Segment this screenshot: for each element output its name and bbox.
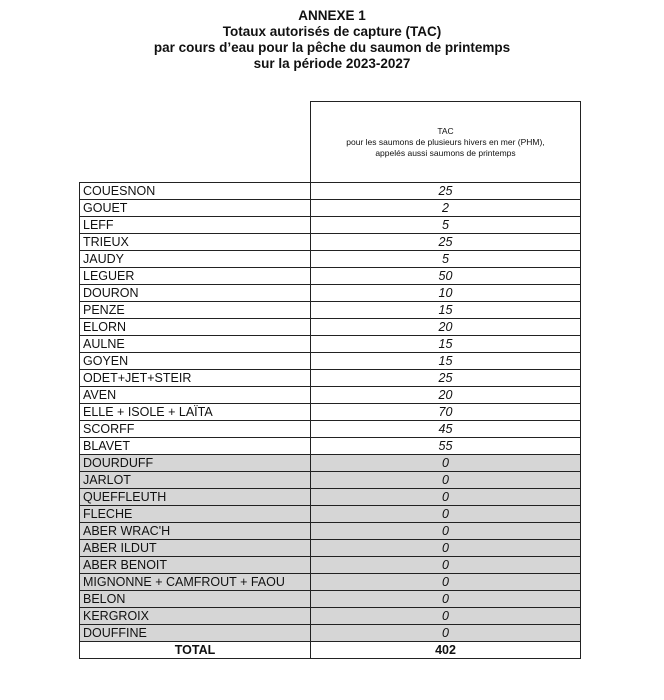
river-name-cell: GOYEN (80, 353, 311, 370)
river-name-cell: LEGUER (80, 268, 311, 285)
tac-value-cell: 0 (311, 574, 581, 591)
tac-value-cell: 0 (311, 557, 581, 574)
table-row (80, 472, 581, 489)
tac-value-cell: 0 (311, 608, 581, 625)
table-row (80, 455, 581, 472)
river-name-cell: AULNE (80, 336, 311, 353)
river-name-cell: ABER BENOIT (80, 557, 311, 574)
table-row (80, 387, 581, 404)
tac-value-cell: 50 (311, 268, 581, 285)
table-row (80, 183, 581, 200)
tac-value-cell: 0 (311, 591, 581, 608)
tac-value-cell: 0 (311, 455, 581, 472)
table-row (80, 489, 581, 506)
tac-header-title: TAC (437, 125, 454, 136)
river-name-cell: AVEN (80, 387, 311, 404)
river-name-cell: ABER WRAC'H (80, 523, 311, 540)
table-row (80, 591, 581, 608)
table-row (80, 574, 581, 591)
total-row (80, 642, 581, 659)
tac-column-header (311, 102, 581, 183)
river-name-cell: DOURON (80, 285, 311, 302)
table-row (80, 336, 581, 353)
tac-value-cell: 0 (311, 540, 581, 557)
document-title: Totaux autorisés de capture (TAC) (222, 24, 442, 39)
river-name-cell: BLAVET (80, 438, 311, 455)
table-row (80, 608, 581, 625)
tac-value-cell: 0 (311, 625, 581, 642)
table-row (80, 200, 581, 217)
tac-value-cell: 0 (311, 506, 581, 523)
tac-value-cell: 45 (311, 421, 581, 438)
river-name-cell: KERGROIX (80, 608, 311, 625)
table-row (80, 251, 581, 268)
table-row (80, 404, 581, 421)
tac-value-cell: 15 (311, 302, 581, 319)
river-name-cell: ELORN (80, 319, 311, 336)
table-row (80, 319, 581, 336)
tac-value-cell: 2 (311, 200, 581, 217)
tac-value-cell: 55 (311, 438, 581, 455)
tac-table-body (80, 102, 581, 659)
total-label: TOTAL (80, 642, 311, 659)
annex-number: ANNEXE 1 (298, 8, 366, 23)
table-row (80, 421, 581, 438)
document-subtitle: par cours d’eau pour la pêche du saumon de printemps (153, 40, 511, 55)
river-name-cell: JAUDY (80, 251, 311, 268)
river-name-cell: DOUFFINE (80, 625, 311, 642)
header-blank-cell (80, 102, 311, 183)
river-name-cell: ABER ILDUT (80, 540, 311, 557)
table-row (80, 557, 581, 574)
river-name-cell: DOURDUFF (80, 455, 311, 472)
tac-table (79, 101, 581, 659)
river-name-cell: LEFF (80, 217, 311, 234)
tac-value-cell: 0 (311, 489, 581, 506)
river-name-cell: MIGNONNE + CAMFROUT + FAOU (80, 574, 311, 591)
tac-value-cell: 5 (311, 217, 581, 234)
tac-value-cell: 20 (311, 319, 581, 336)
tac-value-cell: 10 (311, 285, 581, 302)
river-name-cell: COUESNON (80, 183, 311, 200)
document-heading (0, 8, 664, 72)
table-row (80, 285, 581, 302)
table-row (80, 370, 581, 387)
table-row (80, 625, 581, 642)
table-header-row (80, 102, 581, 183)
table-row (80, 302, 581, 319)
river-name-cell: TRIEUX (80, 234, 311, 251)
river-name-cell: GOUET (80, 200, 311, 217)
table-row (80, 217, 581, 234)
river-name-cell: SCORFF (80, 421, 311, 438)
table-row (80, 523, 581, 540)
tac-value-cell: 25 (311, 183, 581, 200)
tac-value-cell: 15 (311, 336, 581, 353)
total-value: 402 (311, 642, 581, 659)
table-row (80, 438, 581, 455)
table-row (80, 268, 581, 285)
table-row (80, 506, 581, 523)
river-name-cell: ELLE + ISOLE + LAÏTA (80, 404, 311, 421)
table-row (80, 353, 581, 370)
tac-header-line-2: pour les saumons de plusieurs hivers en mer (PHM), (346, 136, 545, 147)
tac-value-cell: 5 (311, 251, 581, 268)
tac-value-cell: 0 (311, 523, 581, 540)
river-name-cell: QUEFFLEUTH (80, 489, 311, 506)
tac-header-line-3: appelés aussi saumons de printemps (375, 147, 516, 158)
tac-value-cell: 25 (311, 234, 581, 251)
river-name-cell: ODET+JET+STEIR (80, 370, 311, 387)
tac-value-cell: 25 (311, 370, 581, 387)
tac-value-cell: 20 (311, 387, 581, 404)
tac-value-cell: 0 (311, 472, 581, 489)
river-name-cell: FLECHE (80, 506, 311, 523)
table-row (80, 234, 581, 251)
document-period: sur la période 2023-2027 (253, 56, 411, 71)
river-name-cell: PENZE (80, 302, 311, 319)
river-name-cell: BELON (80, 591, 311, 608)
tac-value-cell: 15 (311, 353, 581, 370)
tac-value-cell: 70 (311, 404, 581, 421)
table-row (80, 540, 581, 557)
river-name-cell: JARLOT (80, 472, 311, 489)
